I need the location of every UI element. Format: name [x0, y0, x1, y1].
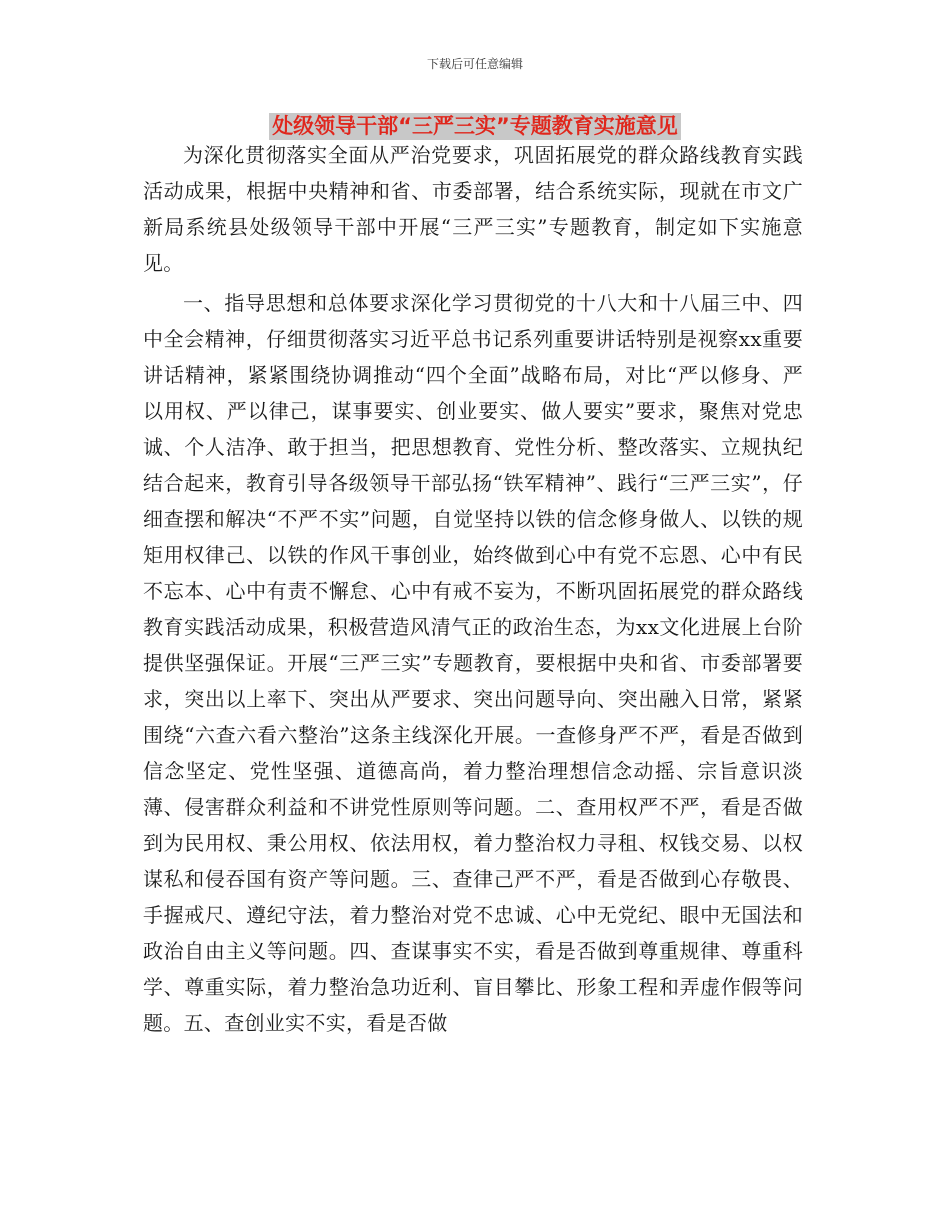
- document-title: 处级领导干部“三严三实”专题教育实施意见: [269, 113, 681, 140]
- paragraph-guiding-principles: 一、指导思想和总体要求深化学习贯彻党的十八大和十八届三中、四中全会精神，仔细贯彻落实习近平总书记系列重要讲话特别是视察xx重要讲话精神，紧紧围绕协调推动“四个全面”战略布局，对比“严以修身、严以用权、严以律己，谋事要实、创业要实、做人要实”要求，聚焦对党忠诚、个人洁净、敢于担当，把思想教育、党性分析、整改落实、立规执纪结合起来，教育引导各级领导干部弘扬“铁军精神”、践行“三严三实”，仔细查摆和解决“不严不实”问题，自觉坚持以铁的信念修身做人、以铁的规矩用权律己、以铁的作风干事创业，始终做到心中有党不忘恩、心中有民不忘本、心中有责不懈怠、心中有戒不妄为，不断巩固拓展党的群众路线教育实践活动成果，积极营造风清气正的政治生态，为xx文化进展上台阶提供坚强保证。开展“三严三实”专题教育，要根据中央和省、市委部署要求，突出以上率下、突出从严要求、突出问题导向、突出融入日常，紧紧围绕“六查六看六整治”这条主线深化开展。一查修身严不严，看是否做到信念坚定、党性坚强、道德高尚，着力整治理想信念动摇、宗旨意识淡薄、侵害群众利益和不讲党性原则等问题。二、查用权严不严，看是否做到为民用权、秉公用权、依法用权，着力整治权力寻租、权钱交易、以权谋私和侵吞国有资产等问题。三、查律己严不严，看是否做到心存敬畏、手握戒尺、遵纪守法，着力整治对党不忠诚、心中无党纪、眼中无国法和政治自由主义等问题。四、查谋事实不实，看是否做到尊重规律、尊重科学、尊重实际，着力整治急功近利、盲目攀比、形象工程和弄虚作假等问题。五、查创业实不实，看是否做: [143, 291, 803, 1035]
- title-container: [0, 113, 950, 140]
- paragraph-intro: 为深化贯彻落实全面从严治党要求，巩固拓展党的群众路线教育实践活动成果，根据中央精神和省、市委部署，结合系统实际，现就在市文广新局系统县处级领导干部中开展“三严三实”专题教育，制定如下实施意见。: [143, 143, 803, 275]
- document-body: [143, 137, 803, 1041]
- page-header: 下载后可任意编辑: [426, 57, 523, 71]
